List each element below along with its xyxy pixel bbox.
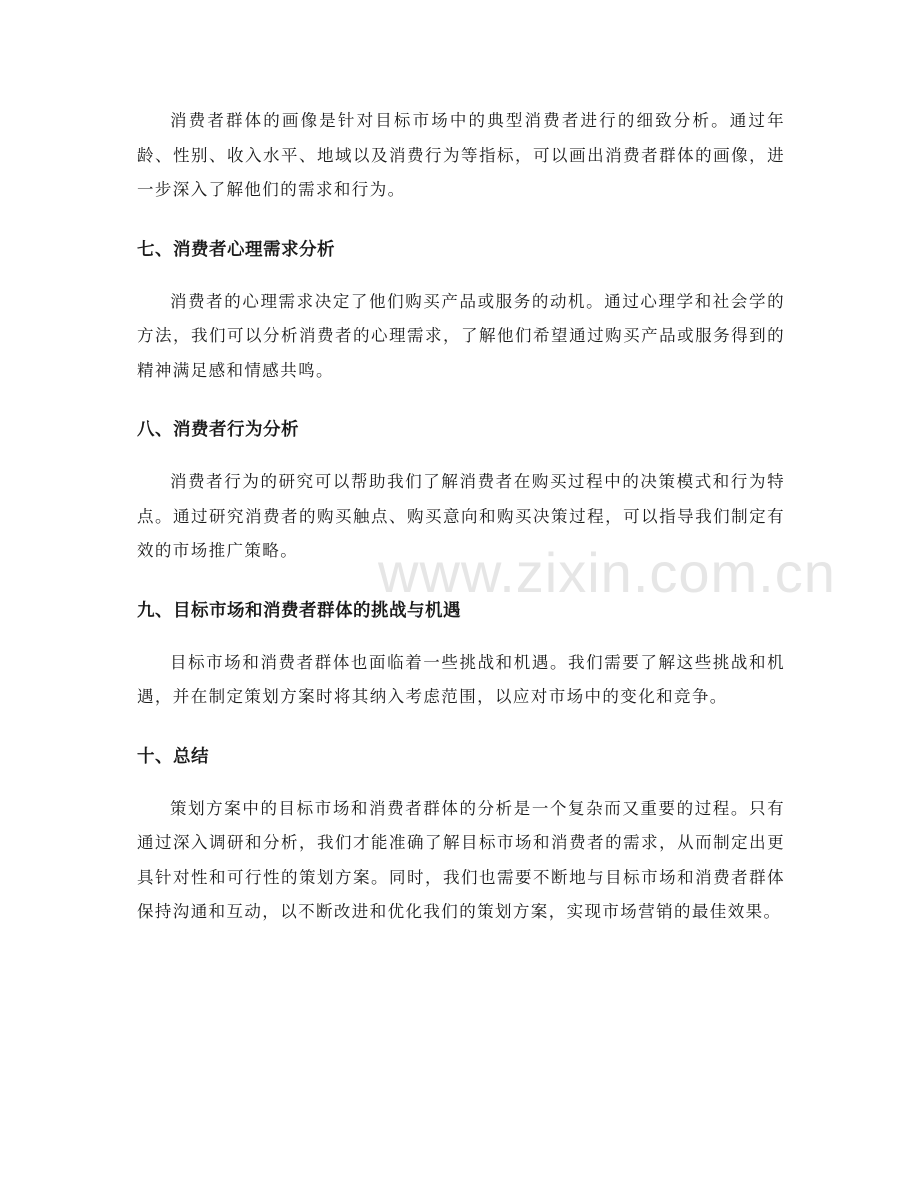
section-paragraph-7: 消费者的心理需求决定了他们购买产品或服务的动机。通过心理学和社会学的方法，我们可以分析消费者的心理需求，了解他们希望通过购买产品或服务得到的精神满足感和情感共鸣。 [137,291,785,380]
section-heading-9: 九、目标市场和消费者群体的挑战与机遇 [137,600,461,621]
section-paragraph-8: 消费者行为的研究可以帮助我们了解消费者在购买过程中的决策模式和行为特点。通过研究消费者的购买触点、购买意向和购买决策过程，可以指导我们制定有效的市场推广策略。 [137,472,785,560]
watermark: www.zixin.com.cn [378,541,836,604]
section-heading-7: 七、消费者心理需求分析 [137,239,335,260]
section-heading-10: 十、总结 [137,746,209,767]
section-paragraph-10: 策划方案中的目标市场和消费者群体的分析是一个复杂而又重要的过程。只有通过深入调研和分析，我们才能准确了解目标市场和消费者的需求，从而制定出更具针对性和可行性的策划方案。同时，我们也需要不断地与目标市场和消费者群体保持沟通和互动，以不断改进和优化我们的策划方案，实现市场营销的最佳效果。 [137,798,785,921]
section-paragraph-9: 目标市场和消费者群体也面临着一些挑战和机遇。我们需要了解这些挑战和机遇，并在制定策划方案时将其纳入考虑范围，以应对市场中的变化和竞争。 [137,652,785,706]
section-paragraph-intro: 消费者群体的画像是针对目标市场中的典型消费者进行的细致分析。通过年龄、性别、收入水平、地域以及消费行为等指标，可以画出消费者群体的画像，进一步深入了解他们的需求和行为。 [137,111,785,199]
section-heading-8: 八、消费者行为分析 [137,420,299,440]
document-body [137,104,785,930]
